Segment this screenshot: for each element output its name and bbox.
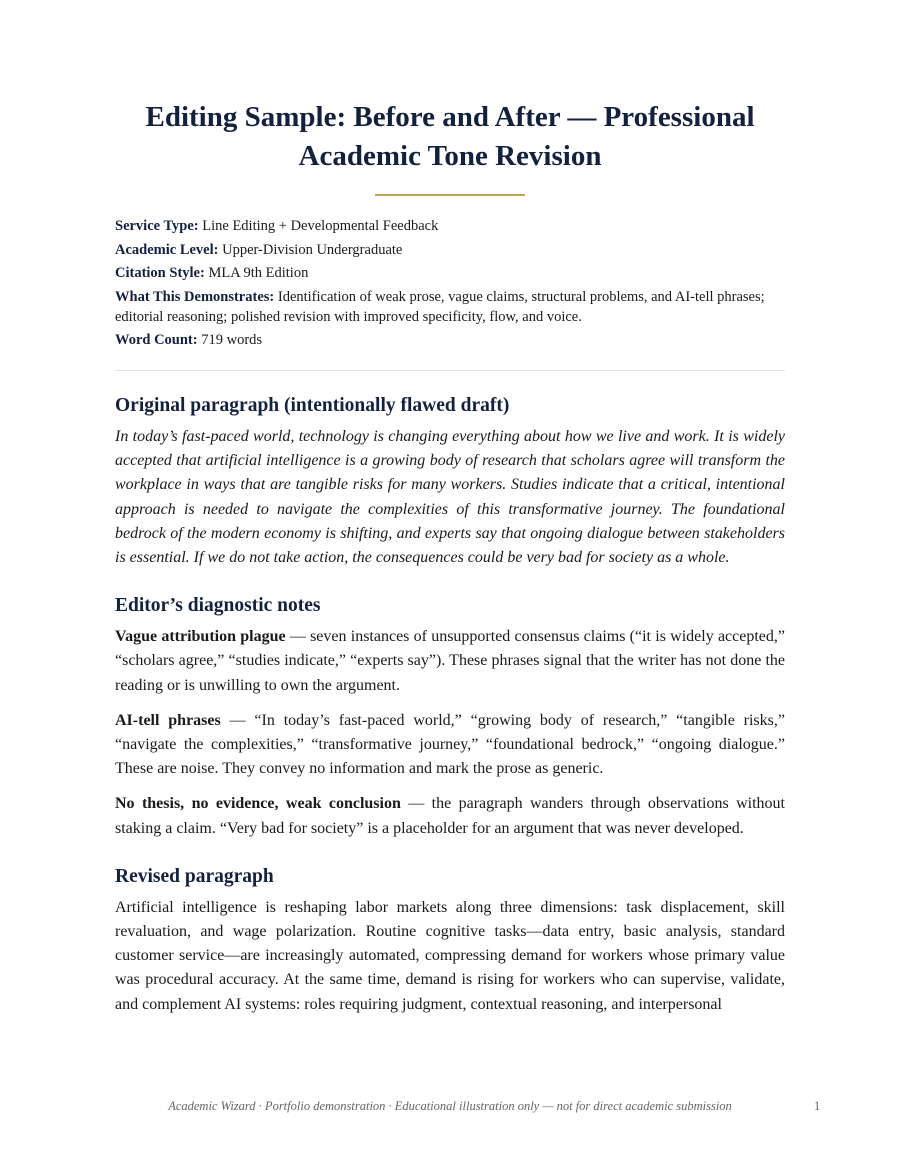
document-title: Editing Sample: Before and After — Professional Academic Tone Revision	[145, 101, 755, 172]
metadata-block	[115, 216, 785, 350]
meta-word-count: Word Count: 719 words	[115, 332, 263, 348]
original-heading: Original paragraph (intentionally flawed draft)	[115, 395, 510, 416]
revised-heading: Revised paragraph	[115, 865, 274, 887]
page-number: 1	[814, 1099, 821, 1113]
document-page	[115, 98, 785, 1017]
page-footer: Academic Wizard · Portfolio demonstration · Educational illustration only — not for direct academic submission	[168, 1099, 732, 1113]
note-no-thesis: No thesis, no evidence, weak conclusion — the paragraph wanders through observations without staking a claim. “Very bad for society” is a placeholder for an argument that was never developed.	[115, 795, 785, 837]
section-divider	[115, 370, 785, 371]
meta-academic-level: Academic Level: Upper-Division Undergraduate	[115, 241, 403, 258]
meta-citation-style: Citation Style: MLA 9th Edition	[115, 265, 309, 281]
revised-paragraph: Artificial intelligence is reshaping labor markets along three dimensions: task displacement, skill revaluation, and wage polarization. Routine cognitive tasks—data entry, basic analysis, standard customer service—are increasingly automated, compressing demand for workers whose primary value was procedural accuracy. At the same time, demand is rising for workers who can supervise, validate, and complement AI systems: roles requiring judgment, contextual reasoning, and interpersonal	[115, 898, 785, 1013]
title-divider	[375, 194, 525, 196]
original-paragraph: In today’s fast-paced world, technology is changing everything about how we live and work. It is widely accepted that artificial intelligence is a growing body of research that scholars agree will transform the workplace in ways that are tangible risks for many workers. Studies indicate that a critical, intentional approach is needed to navigate the complexities of this transformative journey. The foundational bedrock of the modern economy is shifting, and experts say that ongoing dialogue between stakeholders is essential. If we do not take action, the consequences could be very bad for society as a whole.	[115, 428, 785, 567]
note-vague-attribution: Vague attribution plague — seven instances of unsupported consensus claims (“it is widely accepted,” “scholars agree,” “studies indicate,” “experts say”). These phrases signal that the writer has not done the reading or is unwilling to own the argument.	[115, 628, 786, 694]
meta-what-demonstrates: What This Demonstrates: Identification of weak prose, vague claims, structural problems, and AI-tell phrases; editorial reasoning; polished revision with improved specificity, flow, and voice.	[115, 288, 765, 325]
note-ai-tell-phrases: AI-tell phrases — “In today’s fast-paced world,” “growing body of research,” “tangible risks,” “navigate the complexities,” “transformative journey,” “foundational bedrock,” “ongoing dialogue.” These are noise. They convey no information and mark the prose as generic.	[115, 711, 785, 778]
meta-service-type: Service Type: Line Editing + Developmental Feedback	[115, 218, 439, 234]
notes-heading: Editor’s diagnostic notes	[115, 595, 321, 617]
